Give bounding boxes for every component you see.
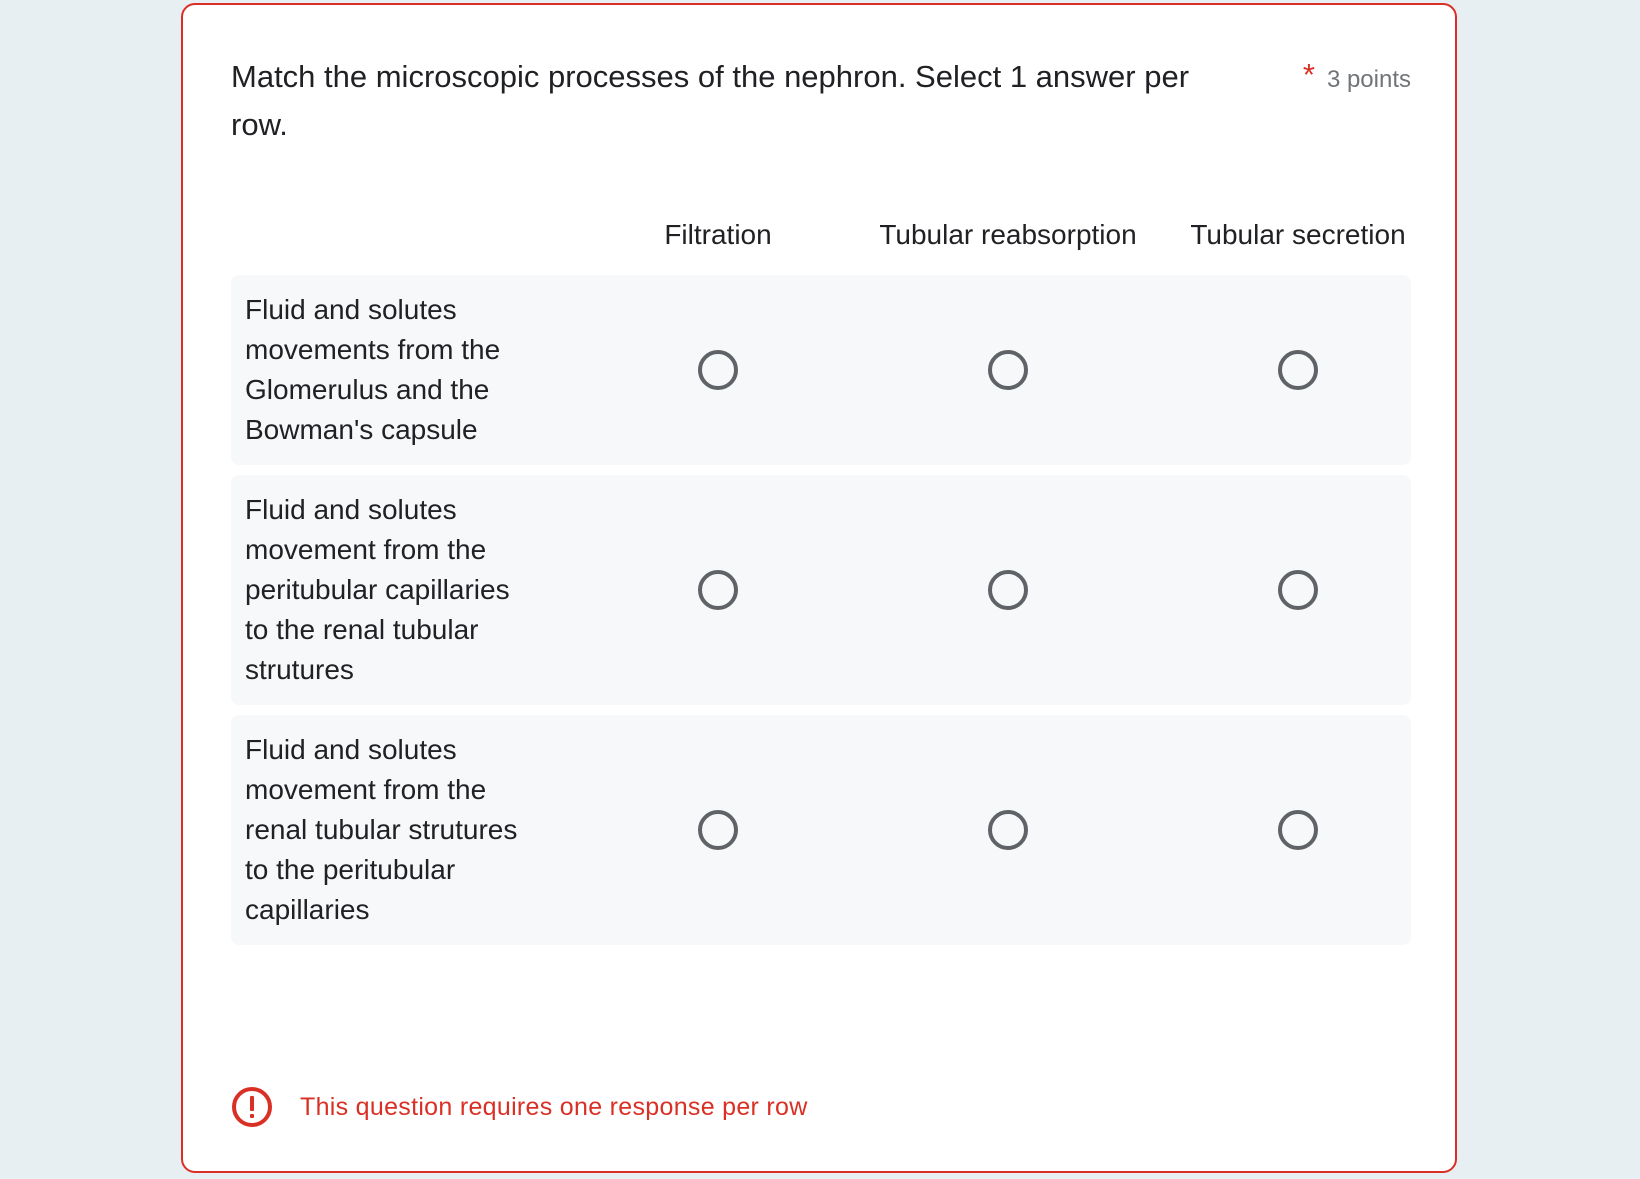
radio-row1-filtration[interactable] (698, 350, 738, 390)
grid-cell (573, 570, 863, 610)
radio-row3-filtration[interactable] (698, 810, 738, 850)
column-header-tubular-secretion: Tubular secretion (1190, 219, 1406, 250)
validation-error (231, 1086, 808, 1128)
radio-row2-filtration[interactable] (698, 570, 738, 610)
error-message: This question requires one response per row (300, 1093, 808, 1121)
question-title: Match the microscopic processes of the nephron. Select 1 answer per row. (231, 59, 1190, 142)
radio-row2-tubular-secretion[interactable] (1278, 570, 1318, 610)
column-header-filtration: Filtration (664, 219, 772, 250)
grid-row-glomerulus (231, 275, 1411, 465)
row-label: Fluid and solutes movement from the peritubular capillaries to the renal tubular strutures (245, 494, 510, 685)
grid-row-tubular-to-peritubular (231, 715, 1411, 945)
radio-row3-tubular-reabsorption[interactable] (988, 810, 1028, 850)
grid-row-peritubular-to-tubular (231, 475, 1411, 705)
grid-corner (231, 201, 573, 265)
question-header (231, 53, 1411, 149)
radio-row3-tubular-secretion[interactable] (1278, 810, 1318, 850)
grid-cell (573, 350, 863, 390)
grid-cell (1153, 570, 1443, 610)
radio-row1-tubular-secretion[interactable] (1278, 350, 1318, 390)
choice-grid (231, 201, 1411, 945)
grid-cell (573, 810, 863, 850)
radio-row1-tubular-reabsorption[interactable] (988, 350, 1028, 390)
grid-cell (863, 570, 1153, 610)
points-label: 3 points (1326, 66, 1411, 93)
grid-cell (863, 810, 1153, 850)
required-indicator: * (1302, 57, 1315, 92)
grid-column-headers (231, 201, 1411, 265)
radio-row2-tubular-reabsorption[interactable] (988, 570, 1028, 610)
grid-cell (863, 350, 1153, 390)
error-icon (231, 1086, 273, 1128)
points-container (1303, 53, 1411, 95)
row-label: Fluid and solutes movements from the Glomerulus and the Bowman's capsule (245, 294, 501, 445)
row-label: Fluid and solutes movement from the renal tubular strutures to the peritubular capillaries (245, 734, 518, 925)
question-card (181, 3, 1457, 1173)
grid-cell (1153, 810, 1443, 850)
grid-cell (1153, 350, 1443, 390)
column-header-tubular-reabsorption: Tubular reabsorption (879, 219, 1137, 250)
